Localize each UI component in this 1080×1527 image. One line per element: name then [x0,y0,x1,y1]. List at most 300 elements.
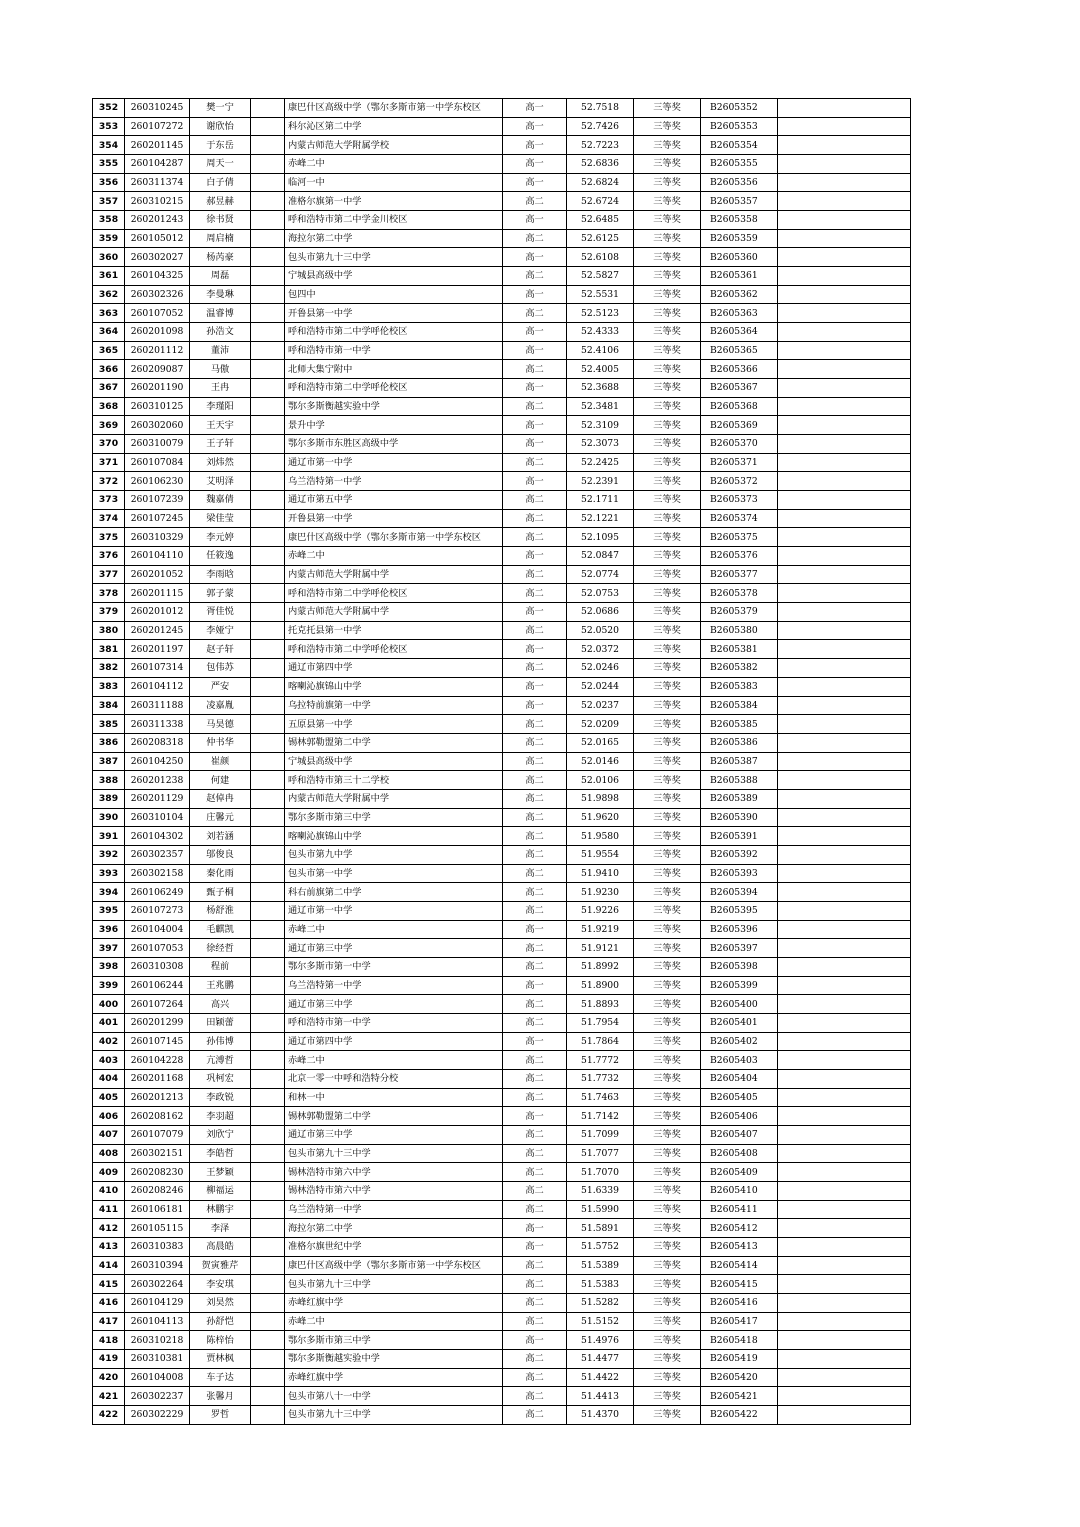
award-cell: 三等奖 [634,603,701,622]
exam-id-cell: 260310308 [125,957,190,976]
empty-cell [778,491,911,510]
school-cell: 准格尔旗世纪中学 [285,1237,503,1256]
exam-id-cell: 260201098 [125,323,190,342]
student-name-cell: 崔颜 [190,752,251,771]
exam-id-cell: 260201168 [125,1069,190,1088]
student-name-cell: 杨舒淮 [190,901,251,920]
empty-cell [778,1200,911,1219]
school-cell: 赤峰二中 [285,547,503,566]
grade-cell: 高二 [503,304,567,323]
exam-id-cell: 260302158 [125,864,190,883]
student-name-cell: 包伟苏 [190,659,251,678]
certificate-id-cell: B2605367 [701,379,778,398]
school-cell: 内蒙古师范大学附属学校 [285,136,503,155]
grade-cell: 高一 [503,920,567,939]
school-cell: 赤峰二中 [285,1312,503,1331]
school-cell: 海拉尔第二中学 [285,1219,503,1238]
certificate-id-cell: B2605396 [701,920,778,939]
empty-cell [778,528,911,547]
certificate-id-cell: B2605369 [701,416,778,435]
rank-cell: 393 [93,864,125,883]
student-name-cell: 高兴 [190,995,251,1014]
award-cell: 三等奖 [634,285,701,304]
blank-cell [251,117,285,136]
blank-cell [251,1069,285,1088]
table-row [93,360,911,379]
table-row [93,584,911,603]
certificate-id-cell: B2605418 [701,1331,778,1350]
blank-cell [251,901,285,920]
blank-cell [251,920,285,939]
school-cell: 准格尔旗第一中学 [285,192,503,211]
student-name-cell: 陈梓怡 [190,1331,251,1350]
table-row [93,173,911,192]
table-row [93,341,911,360]
certificate-id-cell: B2605359 [701,229,778,248]
score-cell: 51.7099 [567,1125,634,1144]
exam-id-cell: 260106244 [125,976,190,995]
score-cell: 52.6485 [567,211,634,230]
score-cell: 52.1095 [567,528,634,547]
exam-id-cell: 260104129 [125,1294,190,1313]
rank-cell: 411 [93,1200,125,1219]
blank-cell [251,192,285,211]
grade-cell: 高二 [503,360,567,379]
rank-cell: 357 [93,192,125,211]
score-cell: 52.0165 [567,733,634,752]
school-cell: 通辽市第五中学 [285,491,503,510]
award-cell: 三等奖 [634,397,701,416]
exam-id-cell: 260302326 [125,285,190,304]
table-row [93,565,911,584]
score-cell: 52.0520 [567,621,634,640]
score-cell: 52.7426 [567,117,634,136]
school-cell: 通辽市第一中学 [285,901,503,920]
school-cell: 喀喇沁旗锦山中学 [285,827,503,846]
exam-id-cell: 260201299 [125,1013,190,1032]
grade-cell: 高一 [503,603,567,622]
student-name-cell: 赵子轩 [190,640,251,659]
school-cell: 包头市第九十三中学 [285,248,503,267]
score-cell: 51.9230 [567,883,634,902]
empty-cell [778,155,911,174]
table-row [93,995,911,1014]
award-cell: 三等奖 [634,491,701,510]
blank-cell [251,733,285,752]
certificate-id-cell: B2605390 [701,808,778,827]
rank-cell: 383 [93,677,125,696]
rank-cell: 379 [93,603,125,622]
grade-cell: 高二 [503,659,567,678]
table-row [93,771,911,790]
exam-id-cell: 260302151 [125,1144,190,1163]
grade-cell: 高二 [503,229,567,248]
grade-cell: 高一 [503,547,567,566]
empty-cell [778,1013,911,1032]
table-row [93,1387,911,1406]
certificate-id-cell: B2605366 [701,360,778,379]
empty-cell [778,99,911,118]
school-cell: 开鲁县第一中学 [285,304,503,323]
score-cell: 52.7223 [567,136,634,155]
award-cell: 三等奖 [634,267,701,286]
empty-cell [778,1125,911,1144]
empty-cell [778,565,911,584]
exam-id-cell: 260208318 [125,733,190,752]
table-row [93,248,911,267]
exam-id-cell: 260104008 [125,1368,190,1387]
student-name-cell: 董沛 [190,341,251,360]
empty-cell [778,827,911,846]
blank-cell [251,453,285,472]
rank-cell: 392 [93,845,125,864]
rank-cell: 353 [93,117,125,136]
blank-cell [251,397,285,416]
table-row [93,323,911,342]
award-cell: 三等奖 [634,995,701,1014]
rank-cell: 409 [93,1163,125,1182]
empty-cell [778,136,911,155]
award-cell: 三等奖 [634,453,701,472]
school-cell: 赤峰红旗中学 [285,1294,503,1313]
grade-cell: 高二 [503,845,567,864]
score-cell: 51.5282 [567,1294,634,1313]
certificate-id-cell: B2605365 [701,341,778,360]
empty-cell [778,771,911,790]
empty-cell [778,603,911,622]
score-cell: 52.1221 [567,509,634,528]
exam-id-cell: 260201052 [125,565,190,584]
score-cell: 51.5389 [567,1256,634,1275]
exam-id-cell: 260107052 [125,304,190,323]
grade-cell: 高二 [503,267,567,286]
award-table-body [93,99,911,1425]
exam-id-cell: 260310383 [125,1237,190,1256]
exam-id-cell: 260310215 [125,192,190,211]
empty-cell [778,789,911,808]
school-cell: 通辽市第三中学 [285,939,503,958]
exam-id-cell: 260209087 [125,360,190,379]
award-cell: 三等奖 [634,733,701,752]
certificate-id-cell: B2605397 [701,939,778,958]
award-cell: 三等奖 [634,1294,701,1313]
table-row [93,285,911,304]
grade-cell: 高一 [503,472,567,491]
award-cell: 三等奖 [634,229,701,248]
grade-cell: 高二 [503,939,567,958]
certificate-id-cell: B2605412 [701,1219,778,1238]
score-cell: 52.3688 [567,379,634,398]
school-cell: 通辽市第一中学 [285,453,503,472]
student-name-cell: 秦化雨 [190,864,251,883]
rank-cell: 354 [93,136,125,155]
rank-cell: 364 [93,323,125,342]
exam-id-cell: 260302027 [125,248,190,267]
certificate-id-cell: B2605391 [701,827,778,846]
school-cell: 景升中学 [285,416,503,435]
table-row [93,677,911,696]
score-cell: 52.0246 [567,659,634,678]
blank-cell [251,584,285,603]
student-name-cell: 李雨晗 [190,565,251,584]
award-cell: 三等奖 [634,1181,701,1200]
exam-id-cell: 260105115 [125,1219,190,1238]
school-cell: 锡林浩特市第六中学 [285,1181,503,1200]
school-cell: 赤峰二中 [285,155,503,174]
rank-cell: 406 [93,1107,125,1126]
blank-cell [251,565,285,584]
exam-id-cell: 260310079 [125,435,190,454]
blank-cell [251,995,285,1014]
rank-cell: 359 [93,229,125,248]
table-row [93,957,911,976]
grade-cell: 高二 [503,491,567,510]
rank-cell: 395 [93,901,125,920]
empty-cell [778,995,911,1014]
student-name-cell: 李泽 [190,1219,251,1238]
empty-cell [778,1406,911,1425]
student-name-cell: 周磊 [190,267,251,286]
exam-id-cell: 260201213 [125,1088,190,1107]
exam-id-cell: 260107145 [125,1032,190,1051]
school-cell: 包头市第九中学 [285,845,503,864]
grade-cell: 高一 [503,136,567,155]
student-name-cell: 毛麒凯 [190,920,251,939]
certificate-id-cell: B2605413 [701,1237,778,1256]
score-cell: 51.7070 [567,1163,634,1182]
rank-cell: 378 [93,584,125,603]
blank-cell [251,1294,285,1313]
award-cell: 三等奖 [634,509,701,528]
table-row [93,435,911,454]
grade-cell: 高二 [503,995,567,1014]
score-cell: 51.9219 [567,920,634,939]
student-name-cell: 柳福运 [190,1181,251,1200]
school-cell: 呼和浩特市第二中学金川校区 [285,211,503,230]
score-cell: 51.7864 [567,1032,634,1051]
grade-cell: 高二 [503,453,567,472]
blank-cell [251,1088,285,1107]
award-cell: 三等奖 [634,957,701,976]
blank-cell [251,379,285,398]
table-row [93,99,911,118]
award-cell: 三等奖 [634,117,701,136]
certificate-id-cell: B2605361 [701,267,778,286]
grade-cell: 高一 [503,1219,567,1238]
rank-cell: 402 [93,1032,125,1051]
empty-cell [778,304,911,323]
grade-cell: 高二 [503,1125,567,1144]
rank-cell: 363 [93,304,125,323]
school-cell: 赤峰二中 [285,1051,503,1070]
award-cell: 三等奖 [634,1163,701,1182]
school-cell: 通辽市第四中学 [285,659,503,678]
blank-cell [251,640,285,659]
score-cell: 52.5827 [567,267,634,286]
score-cell: 51.5152 [567,1312,634,1331]
table-row [93,864,911,883]
school-cell: 锡林郭勒盟第二中学 [285,1107,503,1126]
certificate-id-cell: B2605370 [701,435,778,454]
blank-cell [251,1051,285,1070]
award-cell: 三等奖 [634,360,701,379]
score-cell: 52.5531 [567,285,634,304]
student-name-cell: 刘昊然 [190,1294,251,1313]
student-name-cell: 徐经哲 [190,939,251,958]
blank-cell [251,939,285,958]
table-row [93,1051,911,1070]
student-name-cell: 于东岳 [190,136,251,155]
table-row [93,808,911,827]
student-name-cell: 刘炜然 [190,453,251,472]
blank-cell [251,304,285,323]
rank-cell: 361 [93,267,125,286]
blank-cell [251,285,285,304]
rank-cell: 362 [93,285,125,304]
score-cell: 51.9554 [567,845,634,864]
exam-id-cell: 260201197 [125,640,190,659]
school-cell: 呼和浩特市第二中学呼伦校区 [285,584,503,603]
rank-cell: 400 [93,995,125,1014]
student-name-cell: 亢溥哲 [190,1051,251,1070]
table-row [93,715,911,734]
table-row [93,1256,911,1275]
table-row [93,528,911,547]
grade-cell: 高二 [503,1350,567,1369]
empty-cell [778,939,911,958]
rank-cell: 419 [93,1350,125,1369]
school-cell: 科右前旗第二中学 [285,883,503,902]
exam-id-cell: 260201243 [125,211,190,230]
school-cell: 康巴什区高级中学（鄂尔多斯市第一中学东校区 [285,528,503,547]
school-cell: 呼和浩特市第一中学 [285,1013,503,1032]
table-row [93,136,911,155]
student-name-cell: 孙浩文 [190,323,251,342]
student-name-cell: 车子达 [190,1368,251,1387]
score-cell: 51.7954 [567,1013,634,1032]
blank-cell [251,1331,285,1350]
blank-cell [251,1200,285,1219]
certificate-id-cell: B2605363 [701,304,778,323]
empty-cell [778,1312,911,1331]
score-cell: 52.0244 [567,677,634,696]
student-name-cell: 程前 [190,957,251,976]
blank-cell [251,528,285,547]
exam-id-cell: 260104112 [125,677,190,696]
grade-cell: 高一 [503,1237,567,1256]
school-cell: 通辽市第三中学 [285,1125,503,1144]
rank-cell: 371 [93,453,125,472]
exam-id-cell: 260311374 [125,173,190,192]
score-cell: 51.4477 [567,1350,634,1369]
school-cell: 呼和浩特市第三十二学校 [285,771,503,790]
score-cell: 52.6724 [567,192,634,211]
table-row [93,603,911,622]
rank-cell: 421 [93,1387,125,1406]
award-cell: 三等奖 [634,1387,701,1406]
table-row [93,453,911,472]
table-row [93,211,911,230]
award-cell: 三等奖 [634,547,701,566]
empty-cell [778,1051,911,1070]
exam-id-cell: 260105012 [125,229,190,248]
blank-cell [251,715,285,734]
rank-cell: 388 [93,771,125,790]
grade-cell: 高一 [503,341,567,360]
blank-cell [251,603,285,622]
rank-cell: 416 [93,1294,125,1313]
empty-cell [778,248,911,267]
student-name-cell: 徐书贤 [190,211,251,230]
award-cell: 三等奖 [634,323,701,342]
award-cell: 三等奖 [634,1256,701,1275]
school-cell: 北京一零一中呼和浩特分校 [285,1069,503,1088]
student-name-cell: 郝昱赫 [190,192,251,211]
score-cell: 52.0106 [567,771,634,790]
empty-cell [778,1107,911,1126]
empty-cell [778,677,911,696]
blank-cell [251,696,285,715]
rank-cell: 368 [93,397,125,416]
grade-cell: 高二 [503,584,567,603]
certificate-id-cell: B2605373 [701,491,778,510]
empty-cell [778,1350,911,1369]
empty-cell [778,509,911,528]
award-cell: 三等奖 [634,155,701,174]
score-cell: 51.8900 [567,976,634,995]
score-cell: 52.1711 [567,491,634,510]
certificate-id-cell: B2605399 [701,976,778,995]
table-row [93,1144,911,1163]
rank-cell: 399 [93,976,125,995]
table-row [93,1163,911,1182]
empty-cell [778,584,911,603]
exam-id-cell: 260107273 [125,901,190,920]
blank-cell [251,1387,285,1406]
school-cell: 呼和浩特市第一中学 [285,341,503,360]
empty-cell [778,1294,911,1313]
certificate-id-cell: B2605382 [701,659,778,678]
rank-cell: 422 [93,1406,125,1425]
score-cell: 51.7732 [567,1069,634,1088]
empty-cell [778,733,911,752]
score-cell: 51.9226 [567,901,634,920]
rank-cell: 417 [93,1312,125,1331]
school-cell: 包头市第九十三中学 [285,1144,503,1163]
exam-id-cell: 260107272 [125,117,190,136]
award-cell: 三等奖 [634,1350,701,1369]
empty-cell [778,323,911,342]
grade-cell: 高二 [503,1181,567,1200]
exam-id-cell: 260107245 [125,509,190,528]
student-name-cell: 郭子蒙 [190,584,251,603]
score-cell: 52.3481 [567,397,634,416]
empty-cell [778,416,911,435]
award-cell: 三等奖 [634,640,701,659]
exam-id-cell: 260201245 [125,621,190,640]
school-cell: 锡林郭勒盟第二中学 [285,733,503,752]
student-name-cell: 胥佳悦 [190,603,251,622]
school-cell: 鄂尔多斯市第一中学 [285,957,503,976]
table-row [93,416,911,435]
grade-cell: 高二 [503,621,567,640]
award-cell: 三等奖 [634,528,701,547]
award-cell: 三等奖 [634,248,701,267]
award-cell: 三等奖 [634,789,701,808]
exam-id-cell: 260310104 [125,808,190,827]
exam-id-cell: 260104287 [125,155,190,174]
student-name-cell: 仲书华 [190,733,251,752]
